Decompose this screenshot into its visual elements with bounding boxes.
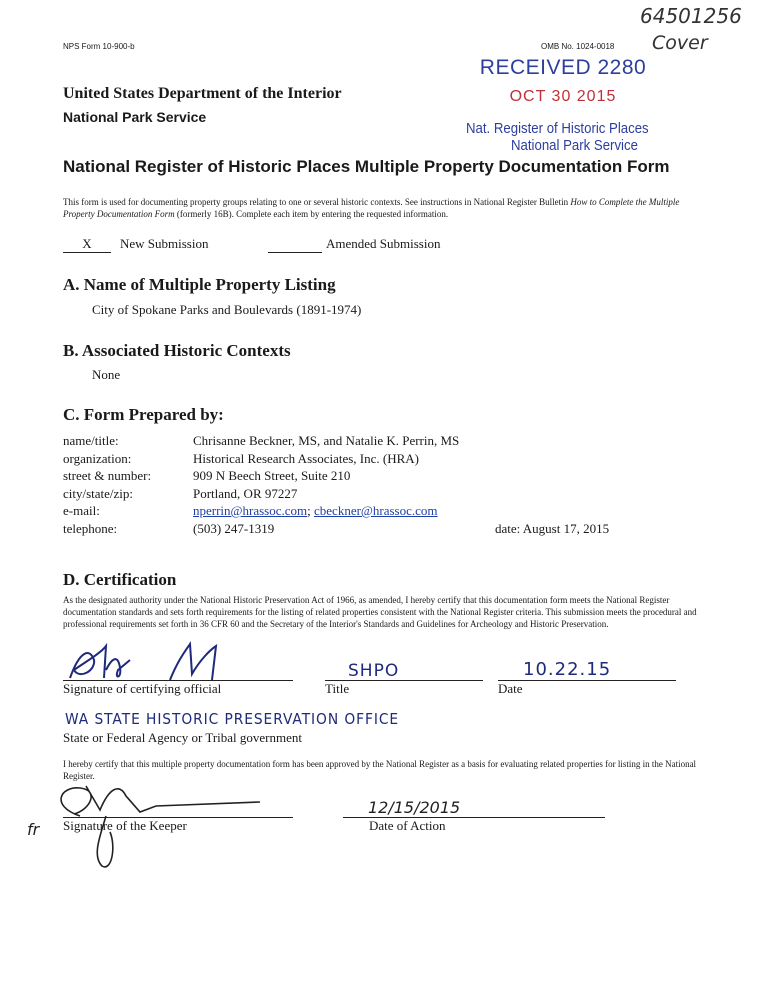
intro-part2: (formerly 16B). Complete each item by entering the requested information. <box>174 209 449 219</box>
agency-handwritten-value: WA STATE HISTORIC PRESERVATION OFFICE <box>65 710 400 728</box>
prepared-label-name: name/title: <box>63 433 119 448</box>
title-handwritten-value: SHPO <box>348 661 400 681</box>
certification-text: As the designated authority under the National Historic Preservation Act of 1966, as amended, I hereby certify that this documentation form meets the National Register documentation standards and sets forth requirements for the listing of related properties consistent with the National Register criteria. This submission meets the procedural and professional requirements set forth in 36 CFR 60 and the Secretary of the Interior's Standards and Guidelines for Archeology and Historic Preservation. <box>63 595 697 629</box>
prepared-label-telephone: telephone: <box>63 520 118 536</box>
prepared-label-street: street & number: <box>63 468 152 483</box>
prepared-row-email <box>63 502 609 520</box>
stamp-date: OCT 30 2015 <box>509 88 617 105</box>
section-a-value: City of Spokane Parks and Boulevards (1891-1974) <box>92 302 362 317</box>
email-link-perrin[interactable]: nperrin@hrassoc.com <box>193 503 308 518</box>
signature-line-date <box>498 680 676 681</box>
handwritten-cover-note: Cover <box>652 32 708 54</box>
new-submission-checkbox[interactable] <box>63 236 111 253</box>
prepared-label-city: city/state/zip: <box>63 485 134 501</box>
date-of-action-label: Date of Action <box>369 818 446 833</box>
amended-submission-label: Amended Submission <box>326 236 441 251</box>
stamp-service-line: National Park Service <box>511 137 638 154</box>
prepared-label-email: e-mail: <box>63 503 100 518</box>
prepared-value-organization: Historical Research Associates, Inc. (HRA) <box>193 450 419 466</box>
handwritten-reference: 64501256 <box>640 4 742 28</box>
date-label: Date <box>498 681 523 696</box>
new-submission-label: New Submission <box>120 236 209 251</box>
prepared-value-name: Chrisanne Beckner, MS, and Natalie K. Perrin, MS <box>193 433 460 448</box>
email-separator: ; <box>307 503 315 518</box>
prepared-row-city <box>63 485 609 503</box>
omb-number: OMB No. 1024-0018 <box>541 42 615 51</box>
form-title: National Register of Historic Places Multiple Property Documentation Form <box>63 157 670 176</box>
date-handwritten-value: 10.22.15 <box>523 659 612 680</box>
stamp-register-line: Nat. Register of Historic Places <box>466 120 649 137</box>
email-link-beckner[interactable]: cbeckner@hrassoc.com <box>314 503 438 518</box>
department-name: United States Department of the Interior <box>63 85 342 102</box>
section-c-heading: C. Form Prepared by: <box>63 405 224 424</box>
prepared-row-street <box>63 467 609 485</box>
date-of-action-handwritten-value: 12/15/2015 <box>368 798 461 817</box>
section-b-value: None <box>92 367 121 382</box>
prepared-value-telephone: (503) 247-1319 <box>193 520 275 536</box>
keeper-signature-label: Signature of the Keeper <box>63 818 187 833</box>
amended-submission-checkbox[interactable] <box>268 236 322 253</box>
keeper-initials: fr <box>27 820 40 839</box>
prepared-date: date: August 17, 2015 <box>495 520 610 536</box>
intro-text <box>63 196 713 220</box>
form-number: NPS Form 10-900-b <box>63 42 135 51</box>
section-b-heading: B. Associated Historic Contexts <box>63 341 291 360</box>
title-label: Title <box>325 681 350 696</box>
intro-bulletin-title: How to Complete the Multiple Property Documentation Form <box>63 197 680 219</box>
intro-part1: This form is used for documenting property groups relating to one or several historic contexts. See instructions in National Register Bulletin <box>63 197 571 207</box>
signature-official-label: Signature of certifying official <box>63 681 222 696</box>
prepared-label-organization: organization: <box>63 450 132 466</box>
stamp-received-text: RECEIVED 2280 <box>479 56 647 79</box>
prepared-row-name <box>63 432 609 450</box>
prepared-value-street: 909 N Beech Street, Suite 210 <box>193 468 351 483</box>
service-name: National Park Service <box>63 109 207 125</box>
prepared-by-table <box>63 432 609 537</box>
section-a-heading: A. Name of Multiple Property Listing <box>63 275 336 294</box>
section-d-heading: D. Certification <box>63 570 177 589</box>
prepared-row-organization <box>63 450 609 468</box>
prepared-value-city: Portland, OR 97227 <box>193 485 298 501</box>
received-stamp <box>468 56 658 106</box>
keeper-certification-text: I hereby certify that this multiple property documentation form has been approved by the National Register as a basis for evaluating related properties for listing in the National Register. <box>63 759 697 781</box>
new-submission-mark: X <box>82 236 92 251</box>
agency-label: State or Federal Agency or Tribal government <box>63 730 303 745</box>
prepared-row-telephone <box>63 520 609 538</box>
